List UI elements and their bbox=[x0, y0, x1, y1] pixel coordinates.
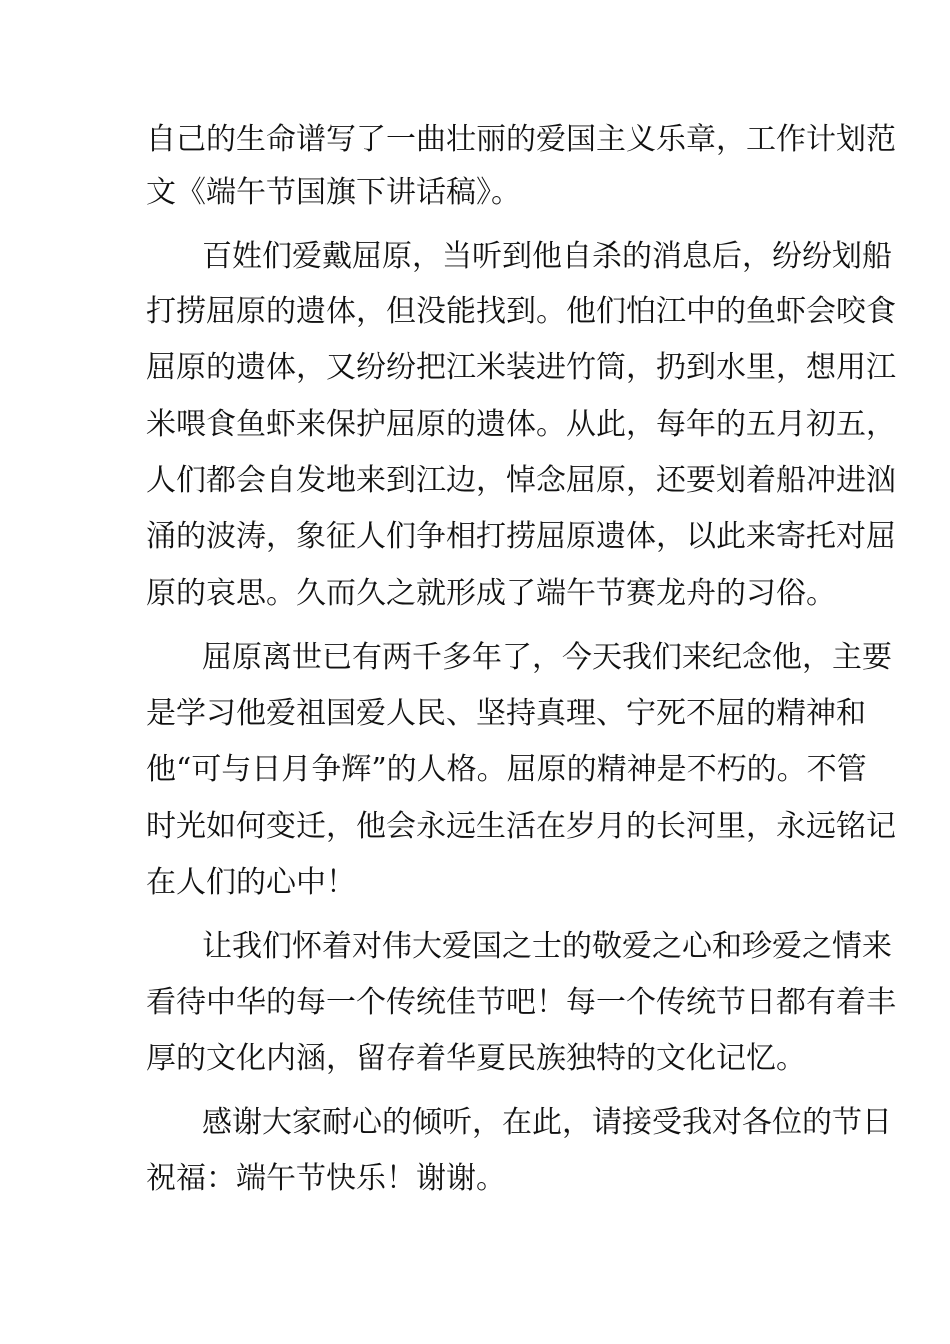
paragraph-2-line-7: 原的哀思。久而久之就形成了端午节赛龙舟的习俗。 bbox=[146, 576, 836, 611]
paragraph-4-line-3: 厚的文化内涵，留存着华夏民族独特的文化记忆。 bbox=[146, 1041, 806, 1076]
paragraph-3-line-3: 他“可与日月争辉”的人格。屈原的精神是不朽的。不管 bbox=[146, 752, 867, 787]
paragraph-2-line-1: 百姓们爱戴屈原，当听到他自杀的消息后，纷纷划船 bbox=[202, 239, 892, 274]
paragraph-2-line-2: 打捞屈原的遗体，但没能找到。他们怕江中的鱼虾会咬食 bbox=[146, 294, 896, 329]
paragraph-2-line-5: 人们都会自发地来到江边，悼念屈原，还要划着船冲进汹 bbox=[146, 463, 896, 498]
paragraph-5-line-2: 祝福：端午节快乐！谢谢。 bbox=[146, 1161, 506, 1196]
paragraph-1-line-1: 自己的生命谱写了一曲壮丽的爱国主义乐章，工作计划范 bbox=[146, 122, 896, 157]
paragraph-1-line-2: 文《端午节国旗下讲话稿》。 bbox=[146, 175, 521, 210]
paragraph-3-line-2: 是学习他爱祖国爱人民、坚持真理、宁死不屈的精神和 bbox=[146, 696, 866, 731]
paragraph-3-line-5: 在人们的心中！ bbox=[146, 865, 356, 900]
paragraph-4-line-1: 让我们怀着对伟大爱国之士的敬爱之心和珍爱之情来 bbox=[202, 929, 892, 964]
paragraph-2-line-4: 米喂食鱼虾来保护屈原的遗体。从此，每年的五月初五， bbox=[146, 407, 896, 442]
paragraph-3-line-1: 屈原离世已有两千多年了，今天我们来纪念他，主要 bbox=[202, 640, 892, 675]
paragraph-2-line-6: 涌的波涛，象征人们争相打捞屈原遗体，以此来寄托对屈 bbox=[146, 519, 896, 554]
paragraph-4-line-2: 看待中华的每一个传统佳节吧！每一个传统节日都有着丰 bbox=[146, 985, 896, 1020]
paragraph-2-line-3: 屈原的遗体，又纷纷把江米装进竹筒，扔到水里，想用江 bbox=[146, 350, 896, 385]
paragraph-5-line-1: 感谢大家耐心的倾听，在此，请接受我对各位的节日 bbox=[202, 1105, 892, 1140]
paragraph-3-line-4: 时光如何变迁，他会永远生活在岁月的长河里，永远铭记 bbox=[146, 809, 896, 844]
